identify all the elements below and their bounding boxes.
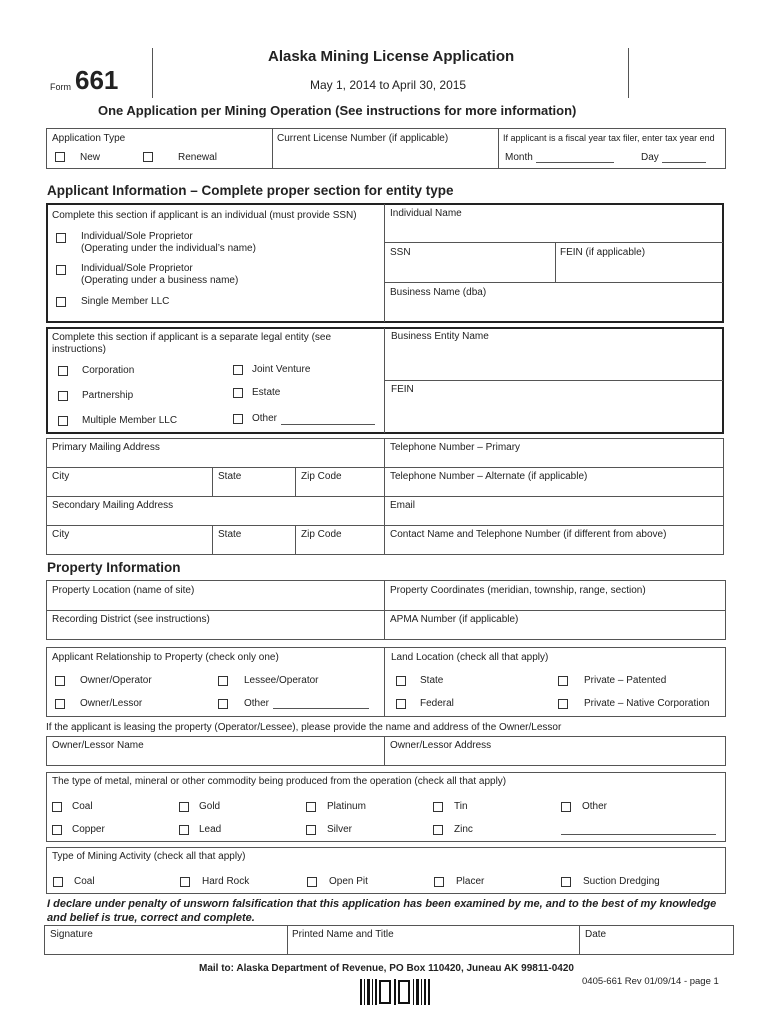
barcode-image (360, 979, 430, 1005)
divider (555, 242, 556, 282)
lease-note: If the applicant is leasing the property (Operator/Lessee), please provide the name and address of the Owner/Lessor (46, 722, 562, 733)
fein-label: FEIN (391, 384, 414, 395)
activity-label: Type of Mining Activity (check all that apply) (52, 851, 246, 862)
renewal-label: Renewal (178, 152, 217, 163)
entity-other-checkbox[interactable] (233, 414, 243, 424)
commodity-other-checkbox[interactable] (561, 802, 571, 812)
new-checkbox[interactable] (55, 152, 65, 162)
private-patented-checkbox[interactable] (558, 676, 568, 686)
silver-checkbox[interactable] (306, 825, 316, 835)
copper-label: Copper (72, 824, 105, 835)
day-field[interactable] (662, 162, 706, 163)
land-location-label: Land Location (check all that apply) (391, 652, 549, 663)
federal-label: Federal (420, 698, 454, 709)
entity-intro-line2: instructions) (52, 344, 106, 355)
land-state-checkbox[interactable] (396, 676, 406, 686)
form-word: Form (50, 82, 71, 92)
federal-checkbox[interactable] (396, 699, 406, 709)
private-native-checkbox[interactable] (558, 699, 568, 709)
suction-dredging-label: Suction Dredging (583, 876, 660, 887)
private-native-label: Private – Native Corporation (584, 698, 710, 709)
phone-primary-label: Telephone Number – Primary (390, 442, 521, 453)
relationship-other-checkbox[interactable] (218, 699, 228, 709)
state-label-2: State (218, 529, 242, 540)
placer-checkbox[interactable] (434, 877, 444, 887)
city-label-1: City (52, 471, 70, 482)
phone-alt-label: Telephone Number – Alternate (if applicable) (390, 471, 588, 482)
coal-activity-label: Coal (74, 876, 95, 887)
recording-district-label: Recording District (see instructions) (52, 614, 210, 625)
divider (46, 525, 724, 526)
owner-lessor-row (46, 736, 726, 766)
divider (46, 467, 724, 468)
owner-lessor-checkbox[interactable] (55, 699, 65, 709)
divider (46, 610, 726, 611)
business-entity-name-label: Business Entity Name (391, 331, 489, 342)
entity-other-field[interactable] (281, 424, 375, 425)
lessee-operator-label: Lessee/Operator (244, 675, 319, 686)
contact-name-label: Contact Name and Telephone Number (if different from above) (390, 529, 667, 540)
gold-label: Gold (199, 801, 221, 812)
platinum-checkbox[interactable] (306, 802, 316, 812)
commodity-other-field[interactable] (561, 834, 716, 835)
divider (212, 467, 213, 496)
header-divider-right (628, 48, 629, 98)
divider (384, 736, 385, 766)
primary-address-label: Primary Mailing Address (52, 442, 160, 453)
lessee-operator-checkbox[interactable] (218, 676, 228, 686)
entity-other-label: Other (252, 413, 278, 424)
signature-label: Signature (50, 929, 93, 940)
owner-lessor-address-label: Owner/Lessor Address (390, 740, 492, 751)
declaration-line1: I declare under penalty of unsworn falsification that this application has been examined by me, and to the best of my knowledge (47, 898, 717, 910)
silver-label: Silver (327, 824, 353, 835)
relationship-label: Applicant Relationship to Property (check only one) (52, 652, 279, 663)
joint-venture-label: Joint Venture (252, 364, 311, 375)
form-subtitle: One Application per Mining Operation (See instructions for more information) (98, 103, 577, 118)
divider (287, 925, 288, 955)
divider (498, 128, 499, 169)
single-member-llc-label: Single Member LLC (81, 296, 170, 307)
tin-label: Tin (454, 801, 468, 812)
owner-lessor-name-label: Owner/Lessor Name (52, 740, 144, 751)
zip-label-1: Zip Code (301, 471, 342, 482)
corporation-checkbox[interactable] (58, 366, 68, 376)
coal-commodity-checkbox[interactable] (52, 802, 62, 812)
land-state-label: State (420, 675, 444, 686)
fein-applicable-label: FEIN (if applicable) (560, 247, 646, 258)
hard-rock-checkbox[interactable] (180, 877, 190, 887)
entity-intro-line1: Complete this section if applicant is a separate legal entity (see (52, 332, 332, 343)
corporation-label: Corporation (82, 365, 135, 376)
divider (46, 496, 724, 497)
secondary-address-label: Secondary Mailing Address (52, 500, 174, 511)
lead-checkbox[interactable] (179, 825, 189, 835)
joint-venture-checkbox[interactable] (233, 365, 243, 375)
multiple-member-llc-checkbox[interactable] (58, 416, 68, 426)
copper-checkbox[interactable] (52, 825, 62, 835)
form-number: 661 (75, 65, 119, 95)
email-label: Email (390, 500, 416, 511)
multiple-member-llc-label: Multiple Member LLC (82, 415, 178, 426)
individual-name-label: Individual Name (390, 208, 462, 219)
placer-label: Placer (456, 876, 485, 887)
applicant-heading: Applicant Information – Complete proper section for entity type (47, 183, 454, 198)
property-heading: Property Information (47, 560, 181, 575)
property-coordinates-label: Property Coordinates (meridian, township, range, section) (390, 585, 646, 596)
private-patented-label: Private – Patented (584, 675, 667, 686)
form-period: May 1, 2014 to April 30, 2015 (310, 78, 467, 92)
declaration-line2: and belief is true, correct and complete. (47, 912, 255, 924)
divider (385, 242, 723, 243)
owner-lessor-label: Owner/Lessor (80, 698, 143, 709)
divider (212, 525, 213, 555)
hard-rock-label: Hard Rock (202, 876, 250, 887)
sole-proprietor-individual-checkbox[interactable] (56, 233, 66, 243)
commodity-other-label: Other (582, 801, 608, 812)
month-field[interactable] (536, 162, 614, 163)
suction-dredging-checkbox[interactable] (561, 877, 571, 887)
opt1-line2: (Operating under the individual’s name) (81, 243, 256, 254)
day-label: Day (641, 152, 659, 163)
divider (384, 204, 385, 322)
divider (295, 525, 296, 555)
sole-proprietor-business-checkbox[interactable] (56, 265, 66, 275)
coal-commodity-label: Coal (72, 801, 93, 812)
new-label: New (80, 152, 101, 163)
lead-label: Lead (199, 824, 222, 835)
owner-operator-label: Owner/Operator (80, 675, 152, 686)
divider (295, 467, 296, 496)
apma-label: APMA Number (if applicable) (390, 614, 519, 625)
gold-checkbox[interactable] (179, 802, 189, 812)
zip-label-2: Zip Code (301, 529, 342, 540)
divider (384, 647, 385, 717)
coal-activity-checkbox[interactable] (53, 877, 63, 887)
fiscal-year-note: If applicant is a fiscal year tax filer, enter tax year end (503, 133, 715, 143)
divider (385, 282, 723, 283)
divider (385, 380, 723, 381)
property-location-label: Property Location (name of site) (52, 585, 195, 596)
state-label-1: State (218, 471, 242, 482)
month-label: Month (505, 152, 533, 163)
platinum-label: Platinum (327, 801, 366, 812)
divider (272, 128, 273, 169)
ssn-label: SSN (390, 247, 411, 258)
barcode-graphic (360, 979, 430, 1005)
printed-name-label: Printed Name and Title (292, 929, 394, 940)
opt2-line1: Individual/Sole Proprietor (81, 263, 193, 274)
partnership-label: Partnership (82, 390, 134, 401)
partnership-checkbox[interactable] (58, 391, 68, 401)
estate-checkbox[interactable] (233, 388, 243, 398)
zinc-label: Zinc (454, 824, 473, 835)
relationship-other-field[interactable] (273, 708, 369, 709)
commodity-label: The type of metal, mineral or other commodity being produced from the operation (check all that apply) (52, 776, 507, 787)
header-divider-left (152, 48, 153, 98)
open-pit-checkbox[interactable] (307, 877, 317, 887)
open-pit-label: Open Pit (329, 876, 368, 887)
tin-checkbox[interactable] (433, 802, 443, 812)
current-license-label: Current License Number (if applicable) (277, 133, 449, 144)
opt1-line1: Individual/Sole Proprietor (81, 231, 193, 242)
revision-label: 0405-661 Rev 01/09/14 - page 1 (582, 976, 719, 987)
single-member-llc-checkbox[interactable] (56, 297, 66, 307)
city-label-2: City (52, 529, 70, 540)
individual-intro: Complete this section if applicant is an individual (must provide SSN) (52, 210, 357, 221)
relationship-other-label: Other (244, 698, 270, 709)
mail-to: Mail to: Alaska Department of Revenue, PO Box 110420, Juneau AK 99811-0420 (199, 963, 574, 974)
owner-operator-checkbox[interactable] (55, 676, 65, 686)
zinc-checkbox[interactable] (433, 825, 443, 835)
divider (579, 925, 580, 955)
opt2-line2: (Operating under a business name) (81, 275, 239, 286)
date-label: Date (585, 929, 607, 940)
form-title: Alaska Mining License Application (268, 48, 515, 65)
estate-label: Estate (252, 387, 281, 398)
renewal-checkbox[interactable] (143, 152, 153, 162)
application-type-label: Application Type (52, 133, 126, 144)
business-name-label: Business Name (dba) (390, 287, 487, 298)
